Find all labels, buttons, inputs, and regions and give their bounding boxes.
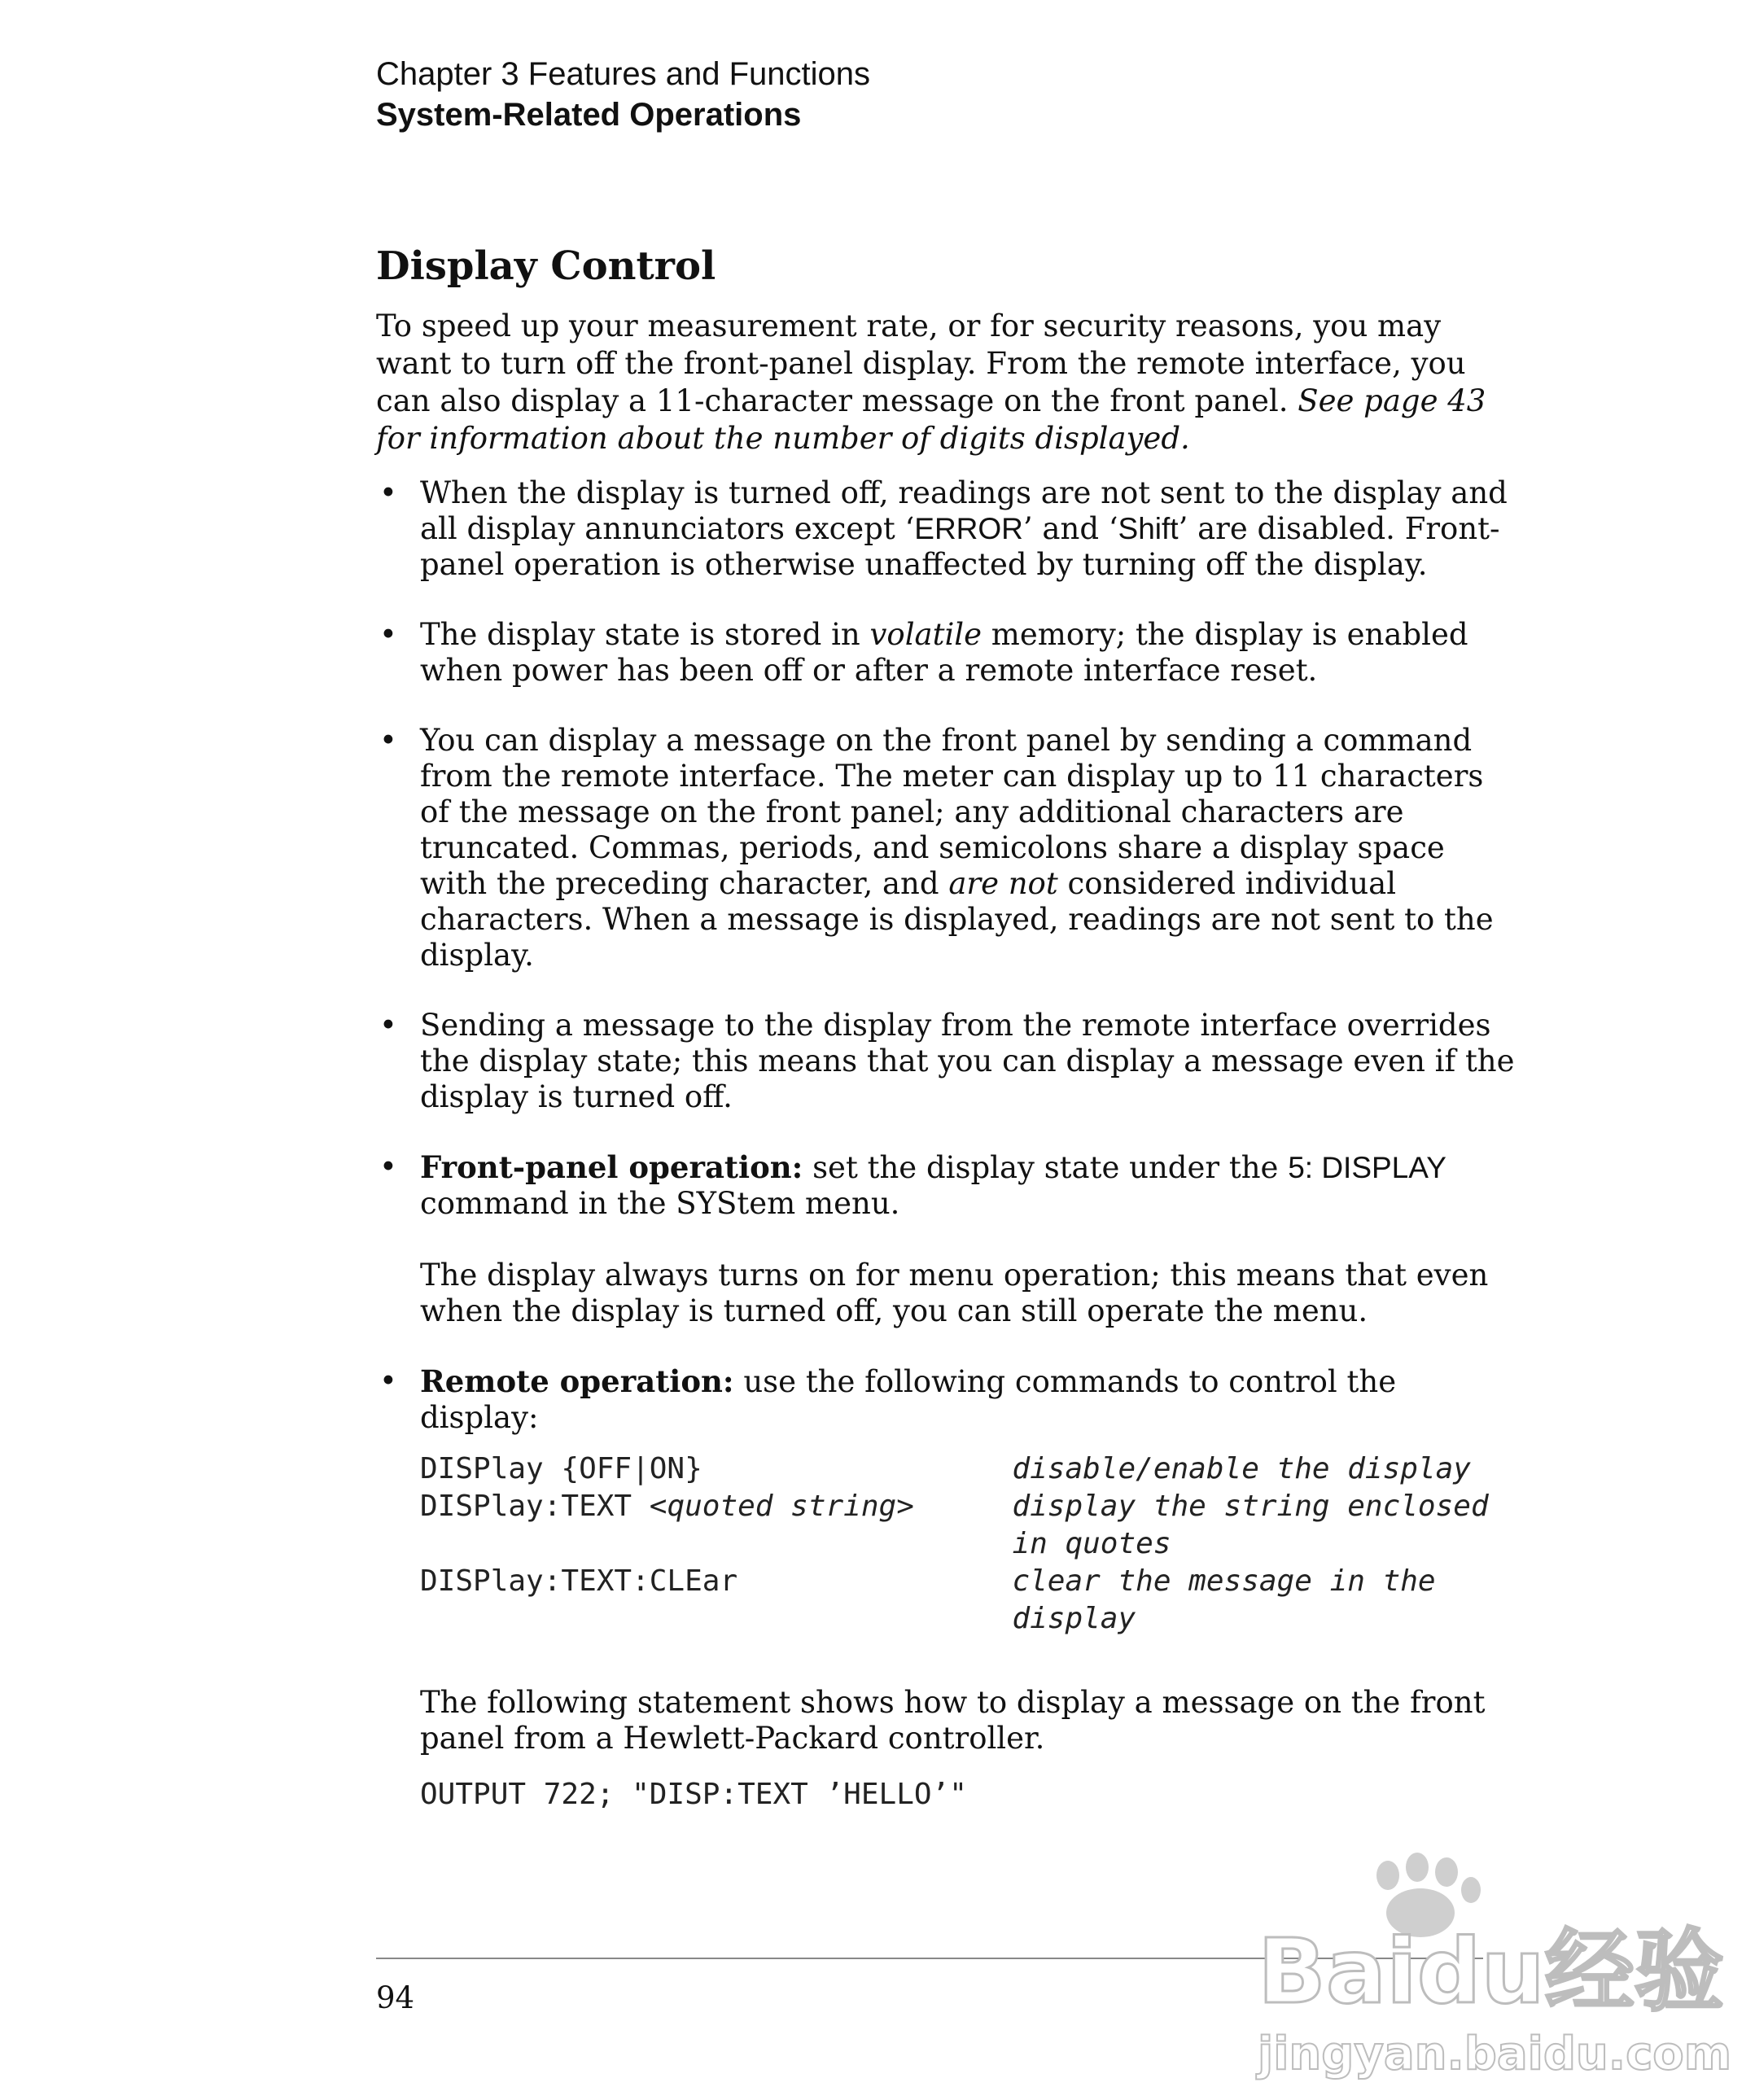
- page-number: 94: [376, 1980, 415, 2015]
- remote-label: Remote operation:: [420, 1363, 734, 1399]
- are-not-emphasis: are not: [948, 866, 1058, 901]
- bullet-text: set the display state under the: [803, 1150, 1289, 1185]
- bullet-remote: [376, 1363, 1516, 1813]
- command-argument: <quoted string>: [649, 1490, 914, 1523]
- intro-paragraph: [376, 308, 1516, 457]
- command-table: [420, 1450, 1516, 1638]
- intro-text: To speed up your measurement rate, or for security reasons, you may want to turn off the front-panel display. From the remote interface, you can also display a 11-character message on the front panel.: [376, 308, 1466, 418]
- command-syntax: DISPlay {OFF|ON}: [420, 1452, 702, 1485]
- section-subtitle: System-Related Operations: [376, 97, 802, 133]
- bullet-text: considered individual characters. When a message is displayed, readings are not sent to the display.: [420, 866, 1494, 973]
- code-example: OUTPUT 722; "DISP:TEXT ’HELLO’": [420, 1778, 967, 1811]
- command-description: disable/enable the display: [1012, 1452, 1471, 1485]
- command-name: DISPlay:TEXT: [420, 1490, 650, 1523]
- command-description: clear the message in the display: [1012, 1564, 1436, 1635]
- controller-note: The following statement shows how to display a message on the front panel from a Hewlett-Packard controller.: [420, 1685, 1486, 1756]
- bullet-text: command in the SYStem menu.: [420, 1186, 900, 1221]
- page-header: [376, 54, 870, 135]
- baidu-watermark: [1258, 1848, 1732, 2092]
- bullet-text: ’ and ‘: [1022, 511, 1118, 546]
- volatile-emphasis: volatile: [869, 617, 983, 652]
- command-description: display the string enclosed in quotes: [1012, 1490, 1489, 1560]
- command-syntax: [420, 1488, 1012, 1563]
- bullet-message: [376, 723, 1516, 973]
- shift-annunciator: Shift: [1118, 512, 1179, 545]
- chapter-title: Chapter 3 Features and Functions: [376, 56, 871, 92]
- bullet-front-panel: [376, 1149, 1516, 1329]
- bullet-display-off: [376, 475, 1516, 583]
- watermark-url: jingyan.baidu.com: [1258, 2028, 1732, 2080]
- front-panel-label: Front-panel operation:: [420, 1149, 803, 1185]
- bullet-text: You can display a message on the front panel by sending a command from the remote interface. The meter can display up to 11 characters of the message on the front panel; any additional characters are truncated. Commas, periods, and semicolons share a display space with the preceding character, and: [420, 723, 1484, 901]
- bullet-text: ’ are disabled. Front-panel operation is otherwise unaffected by turning off the display.: [420, 511, 1500, 582]
- menu-note: The display always turns on for menu operation; this means that even when the display is turned off, you can still operate the menu.: [420, 1258, 1489, 1328]
- bullet-text: The display state is stored in: [420, 617, 870, 652]
- bullet-text: memory; the display is enabled when power has been off or after a remote interface reset.: [420, 617, 1468, 688]
- command-row: [420, 1563, 1516, 1638]
- display-menu-item: 5: DISPLAY: [1288, 1151, 1446, 1184]
- section-heading: Display Control: [376, 243, 716, 289]
- command-row: [420, 1450, 1516, 1488]
- watermark-logo: Baidu经验: [1258, 1919, 1724, 2023]
- bullet-text: use the following commands to control the display:: [420, 1364, 1397, 1435]
- bullet-text: When the display is turned off, readings are not sent to the display and all display annunciators except ‘: [420, 475, 1508, 546]
- bullet-volatile-state: [376, 617, 1516, 689]
- intro-reference: See page 43 for information about the number of digits displayed.: [376, 383, 1486, 456]
- command-row: [420, 1488, 1516, 1563]
- bullet-text: Sending a message to the display from the remote interface overrides the display state; this means that you can display a message even if the display is turned off.: [420, 1008, 1515, 1114]
- error-annunciator: ERROR: [914, 512, 1023, 545]
- command-syntax: DISPlay:TEXT:CLEar: [420, 1564, 738, 1598]
- bullet-override: [376, 1008, 1516, 1115]
- bullet-list: [376, 475, 1516, 1848]
